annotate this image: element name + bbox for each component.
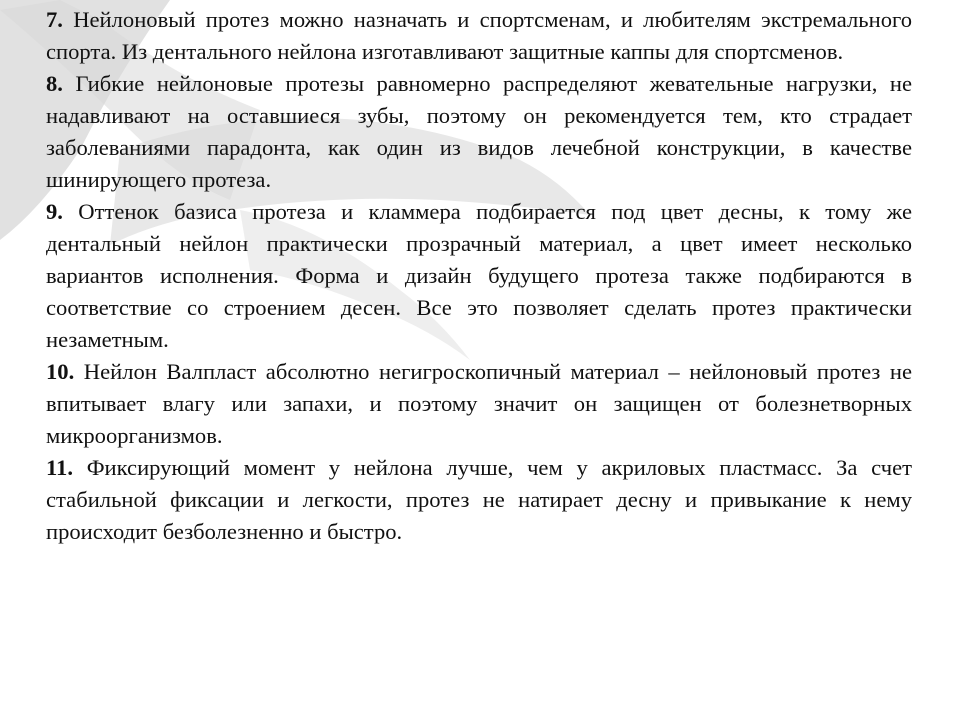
item-text: Фиксирующий момент у нейлона лучше, чем у акриловых пластмасс. За счет стабильной фиксации и легкости, протез не натирает десну и привыкание к нему происходит безболезненно и быстро. xyxy=(46,455,912,544)
item-number: 8. xyxy=(46,71,63,96)
item-text: Гибкие нейлоновые протезы равномерно распределяют жевательные нагрузки, не надавливают на оставшиеся зубы, поэтому он рекомендуется тем, кто страдает заболеваниями парадонта, как один из видов лечебной конструкции, в качестве шинирующего протеза. xyxy=(46,71,912,192)
item-text: Нейлон Валпласт абсолютно негигроскопичный материал – нейлоновый протез не впитывает влагу или запахи, и поэтому значит он защищен от болезнетворных микроорганизмов. xyxy=(46,359,912,448)
text-content xyxy=(46,4,912,548)
list-item-9 xyxy=(46,196,912,356)
list-item-10 xyxy=(46,356,912,452)
item-text: Оттенок базиса протеза и кламмера подбирается под цвет десны, к тому же дентальный нейлон практически прозрачный материал, а цвет имеет несколько вариантов исполнения. Форма и дизайн будущего протеза также подбираются в соответствие со строением десен. Все это позволяет сделать протез практически незаметным. xyxy=(46,199,912,352)
item-text: Нейлоновый протез можно назначать и спортсменам, и любителям экстремального спорта. Из дентального нейлона изготавливают защитные каппы для спортсменов. xyxy=(46,7,912,64)
list-item-11 xyxy=(46,452,912,548)
item-number: 9. xyxy=(46,199,63,224)
item-number: 11. xyxy=(46,455,73,480)
item-number: 7. xyxy=(46,7,63,32)
item-number: 10. xyxy=(46,359,75,384)
list-item-8 xyxy=(46,68,912,196)
list-item-7 xyxy=(46,4,912,68)
